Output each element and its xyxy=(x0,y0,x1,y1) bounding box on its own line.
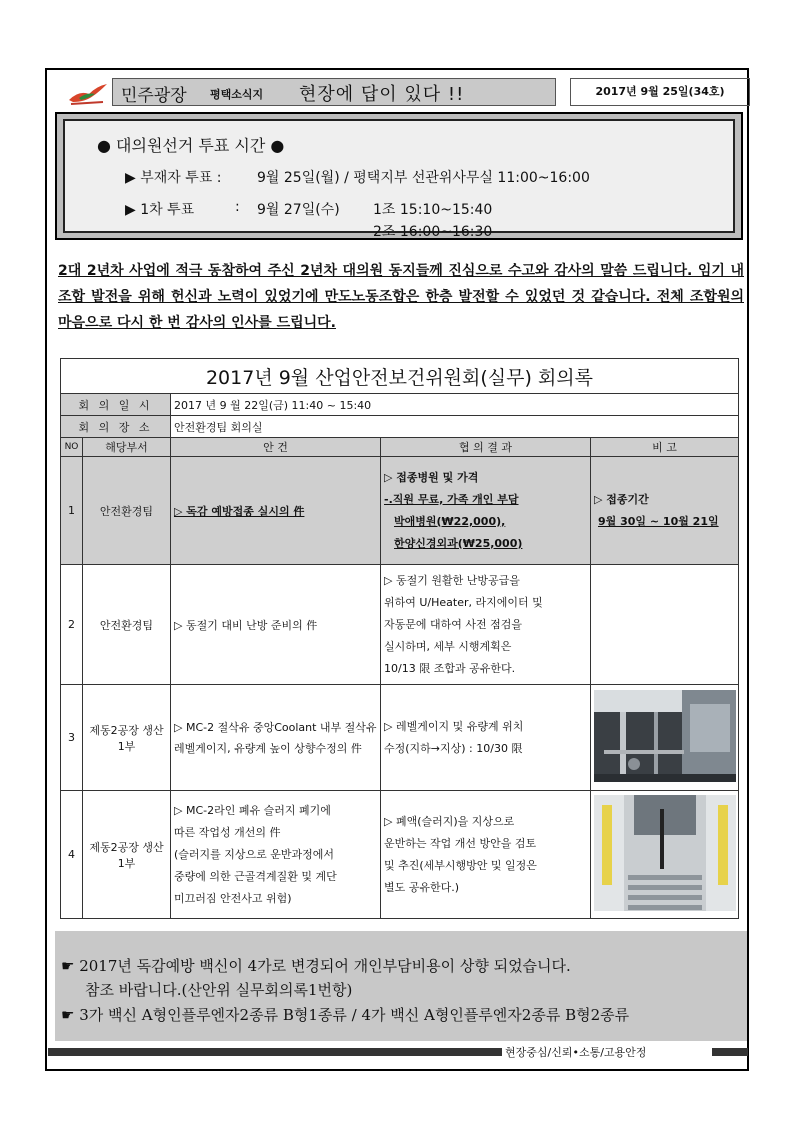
row-dept: 제동2공장 생산1부 xyxy=(83,791,171,919)
result-line: ▷ 폐액(슬러지)을 지상으로 xyxy=(384,814,515,828)
result-line: ▷ 레벨게이지 및 유량계 위치 xyxy=(384,719,524,733)
absentee-vote-detail: 9월 25일(월) / 평택지부 선관위사무실 11:00~16:00 xyxy=(257,170,590,186)
result-line: 10/13 限 조합과 공유한다. xyxy=(384,661,516,675)
first-vote-label: ▶ 1차 투표 xyxy=(125,202,195,218)
row-result xyxy=(381,565,591,685)
col-dept: 해당부서 xyxy=(83,438,171,457)
issue-date: 2017년 9월 25일(34호) xyxy=(570,78,750,106)
notice-line-1: ☛ 2017년 독감예방 백신이 4가로 변경되어 개인부담비용이 상향 되었습니다. xyxy=(61,957,571,975)
first-vote-group1: 1조 15:10~15:40 xyxy=(373,202,493,218)
bird-logo-icon xyxy=(65,80,109,106)
table-row xyxy=(61,791,739,919)
brand-name: 민주광장 xyxy=(121,86,187,106)
result-line: 및 추진(세부시행방안 및 일정은 xyxy=(384,858,537,872)
vote-title: ● 대의원선거 투표 시간 ● xyxy=(97,136,285,155)
thanks-message: 2대 2년차 사업에 적극 동참하여 주신 2년차 대의원 동지들께 진심으로 수고와 감사의 말씀 드립니다. 임기 내 조합 발전을 위해 헌신과 노력이 있었기에 만도노동조합은 한층 발전할 수 있었던 것 같습니다. 전체 조합원의 마음으로 다시 한 번 감사의 인사를 드립니다. xyxy=(58,263,744,331)
row-note xyxy=(591,457,739,565)
col-no: NO xyxy=(61,438,83,457)
agenda-line: 따른 작업성 개선의 件 xyxy=(174,825,281,839)
row-result xyxy=(381,685,591,791)
vote-schedule-box xyxy=(55,112,743,240)
agenda-line: 미끄러짐 안전사고 위험) xyxy=(174,891,292,905)
place-value: 안전환경팀 회의실 xyxy=(171,416,739,438)
col-agenda: 안 건 xyxy=(171,438,381,457)
result-line: 실시하며, 세부 시행계획은 xyxy=(384,639,512,653)
row-no: 4 xyxy=(61,791,83,919)
result-line: 위하여 U/Heater, 라지에이터 및 xyxy=(384,595,543,609)
coolant-tank-photo xyxy=(594,690,736,782)
vaccine-notice xyxy=(55,931,747,1041)
row-result xyxy=(381,457,591,565)
result-line: 운반하는 작업 개선 방안을 검토 xyxy=(384,836,537,850)
agenda-line: 중량에 의한 근골격계질환 및 계단 xyxy=(174,869,337,883)
row-no: 2 xyxy=(61,565,83,685)
footer-bar-end xyxy=(712,1048,748,1056)
datetime-label: 회 의 일 시 xyxy=(61,394,171,416)
result-line: 한양신경외과(₩25,000) xyxy=(394,536,523,550)
minutes-title: 2017년 9월 산업안전보건위원회(실무) 회의록 xyxy=(61,359,739,394)
row-note xyxy=(591,565,739,685)
result-line: ▷ 동절기 원활한 난방공급을 xyxy=(384,573,520,587)
vote-schedule-inner xyxy=(63,119,735,240)
result-line: 박애병원(₩22,000), xyxy=(394,514,506,528)
col-note: 비 고 xyxy=(591,438,739,457)
first-vote-colon: : xyxy=(235,199,240,215)
datetime-value: 2017 년 9 월 22일(금) 11:40 ~ 15:40 xyxy=(171,394,739,416)
notice-line-2: 참조 바랍니다.(산안위 실무회의록1번항) xyxy=(85,981,353,999)
brand-subtitle: 평택소식지 xyxy=(210,88,264,101)
row-dept: 제동2공장 생산1부 xyxy=(83,685,171,791)
footer-bar xyxy=(48,1048,502,1056)
first-vote-group2: 2조 16:00~16:30 xyxy=(373,224,493,240)
table-row xyxy=(61,565,739,685)
result-line: 수정(지하→지상) : 10/30 限 xyxy=(384,741,523,755)
table-row xyxy=(61,457,739,565)
row-no: 1 xyxy=(61,457,83,565)
slogan: 현장에 답이 있다 !! xyxy=(299,84,465,105)
place-label: 회 의 장 소 xyxy=(61,416,171,438)
row-note xyxy=(591,791,739,919)
result-line: -.직원 무료, 가족 개인 부담 xyxy=(384,492,519,506)
row-agenda: ▷ MC-2 절삭유 중앙Coolant 내부 절삭유레벨게이지, 유량계 높이 상향수정의 件 xyxy=(171,685,381,791)
absentee-vote-label: ▶ 부재자 투표 : xyxy=(125,170,222,186)
row-agenda: ▷ 독감 예방접종 실시의 件 xyxy=(171,457,381,565)
table-row xyxy=(61,685,739,791)
sludge-stairs-photo xyxy=(594,795,736,911)
agenda-line: (슬러지를 지상으로 운반과정에서 xyxy=(174,847,335,861)
row-agenda xyxy=(171,791,381,919)
row-result xyxy=(381,791,591,919)
note-line: ▷ 접종기간 xyxy=(594,492,649,506)
note-line: 9월 30일 ~ 10월 21일 xyxy=(598,514,719,528)
col-result: 협 의 결 과 xyxy=(381,438,591,457)
row-note xyxy=(591,685,739,791)
row-no: 3 xyxy=(61,685,83,791)
row-dept: 안전환경팀 xyxy=(83,457,171,565)
footer-motto: 현장중심/신뢰•소통/고용안정 xyxy=(505,1046,647,1059)
newsletter-header xyxy=(60,78,755,108)
row-agenda: ▷ 동절기 대비 난방 준비의 件 xyxy=(171,565,381,685)
agenda-line: ▷ MC-2라인 폐유 슬러지 폐기에 xyxy=(174,803,331,817)
result-line: 별도 공유한다.) xyxy=(384,880,460,894)
row-dept: 안전환경팀 xyxy=(83,565,171,685)
title-banner xyxy=(112,78,556,106)
result-line: ▷ 접종병원 및 가격 xyxy=(384,470,479,484)
result-line: 자동문에 대하여 사전 점검을 xyxy=(384,617,523,631)
safety-committee-minutes xyxy=(60,358,739,919)
notice-line-3: ☛ 3가 백신 A형인플루엔자2종류 B형1종류 / 4가 백신 A형인플루엔자2종류 B형2종류 xyxy=(61,1006,630,1024)
first-vote-date: 9월 27일(수) xyxy=(257,202,340,218)
